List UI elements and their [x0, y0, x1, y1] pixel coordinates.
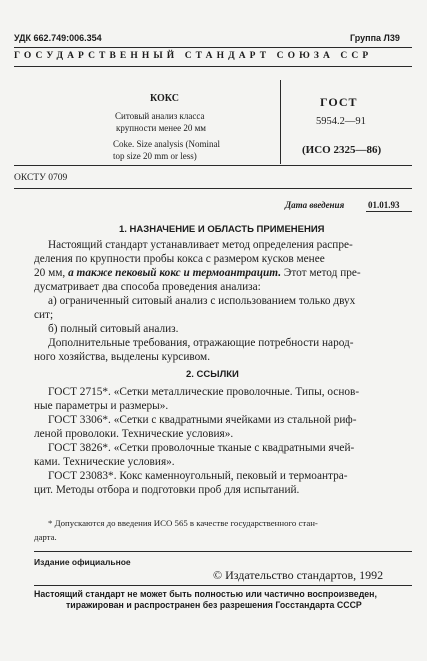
header-rule-top — [14, 47, 412, 48]
standard-number: 5954.2—91 — [316, 116, 366, 127]
section-1-line-3-end: Этот метод пре- — [281, 267, 361, 279]
footnote-line-2: дарта. — [34, 532, 57, 542]
reference-line-6: ками. Технические условия». — [34, 456, 175, 468]
footer-rule-top — [34, 551, 412, 552]
section-1-line-6: сит; — [34, 309, 54, 321]
english-subtitle-line-2: top size 20 mm or less) — [113, 151, 197, 161]
footer-rule-bottom — [34, 585, 412, 586]
rights-notice-line-2: тиражирован и распространен без разрешения Госстандарта СССР — [66, 600, 362, 610]
intro-date-label: Дата введения — [285, 200, 345, 210]
reference-line-1: ГОСТ 2715*. «Сетки металлические проволочные. Типы, основ- — [48, 386, 360, 398]
section-1-line-8: Дополнительные требования, отражающие потребности народ- — [48, 337, 354, 349]
section-1-line-5: а) ограниченный ситовый анализ с использованием только двух — [48, 295, 356, 307]
section-1-line-9: ного хозяйства, выделены курсивом. — [34, 351, 211, 363]
okstu-code: ОКСТУ 0709 — [14, 173, 68, 183]
footnote-line-1: * Допускаются до введения ИСО 565 в качестве государственного стан- — [48, 518, 318, 528]
reference-line-4: леной проволоки. Технические условия». — [34, 428, 234, 440]
standard-label: ГОСТ — [320, 95, 358, 109]
russian-subtitle-line-2: крупности менее 20 мм — [116, 123, 206, 133]
reference-line-8: цит. Методы отбора и подготовки проб для испытаний. — [34, 484, 300, 496]
reference-line-2: ные параметры и размеры». — [34, 400, 169, 412]
header-rule-bottom — [14, 66, 412, 67]
section-2-heading: 2. ССЫЛКИ — [186, 369, 239, 380]
standard-banner: ГОСУДАРСТВЕННЫЙ СТАНДАРТ СОЮЗА ССР — [14, 51, 373, 61]
section-1-heading: 1. НАЗНАЧЕНИЕ И ОБЛАСТЬ ПРИМЕНЕНИЯ — [119, 224, 325, 235]
copyright-notice: © Издательство стандартов, 1992 — [213, 568, 384, 582]
group-code: Группа Л39 — [350, 33, 400, 43]
reference-line-7: ГОСТ 23083*. Кокс каменноугольный, пековый и термоантра- — [48, 470, 348, 482]
russian-subtitle-line-1: Ситовый анализ класса — [115, 111, 205, 121]
reference-line-3: ГОСТ 3306*. «Сетки с квадратными ячейками из стальной риф- — [48, 414, 357, 426]
section-1-line-3-italic: а также пековый кокс и термоантрацит. — [68, 267, 282, 279]
intro-date-value: 01.01.93 — [368, 200, 400, 210]
section-1-line-7: б) полный ситовый анализ. — [48, 323, 179, 335]
iso-reference: (ИСО 2325—86) — [302, 144, 382, 156]
english-subtitle-line-1: Coke. Size analysis (Nominal — [113, 139, 220, 149]
section-1-line-3-start: 20 мм, — [34, 267, 69, 279]
intro-date-underline — [366, 211, 412, 212]
official-publication-label: Издание официальное — [34, 557, 131, 567]
section-1-line-1: Настоящий стандарт устанавливает метод определения распре- — [48, 239, 353, 251]
section-1-line-2: деления по крупности пробы кокса с размером кусков менее — [34, 253, 325, 265]
document-title: КОКС — [150, 93, 180, 104]
section-1-line-4: дусматривает два способа проведения анализа: — [34, 281, 261, 293]
reference-line-5: ГОСТ 3826*. «Сетки проволочные тканые с квадратными ячей- — [48, 442, 355, 454]
title-divider — [280, 80, 281, 164]
rights-notice-line-1: Настоящий стандарт не может быть полностью или частично воспроизведен, — [34, 589, 377, 599]
section-1-line-3 — [34, 267, 361, 279]
udk-code: УДК 662.749:006.354 — [14, 33, 102, 43]
okstu-rule — [14, 188, 412, 189]
title-rule-bottom — [14, 165, 412, 166]
